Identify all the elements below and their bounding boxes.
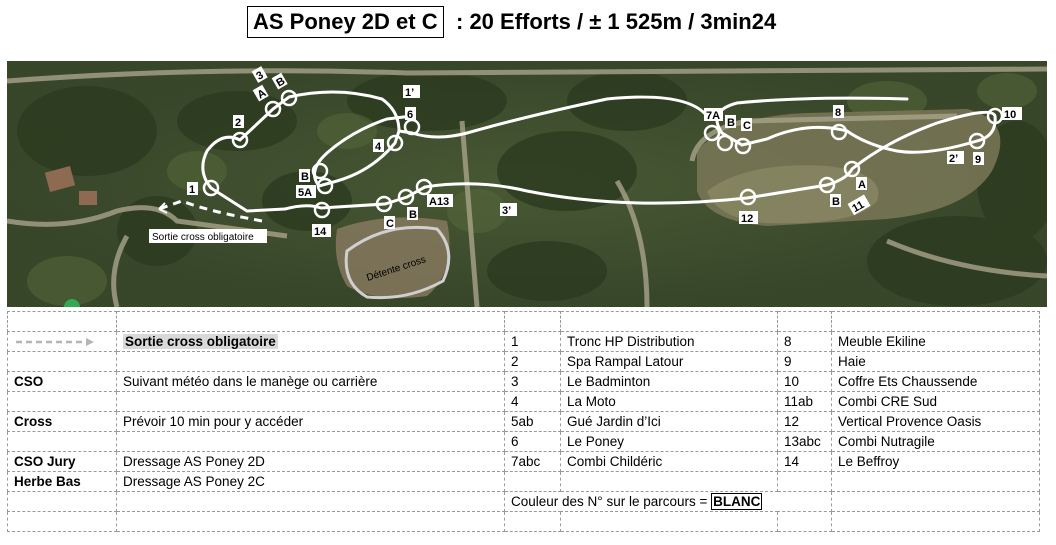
course-details: : 20 Efforts / ± 1 525m / 3min24: [456, 9, 777, 34]
legend-row: [8, 472, 1040, 492]
svg-text:14: 14: [314, 226, 327, 238]
venue-key: Cross: [8, 412, 117, 432]
obstacle-name: La Moto: [561, 392, 778, 412]
exit-arrow-icon: [8, 332, 117, 352]
label-13c: [384, 216, 395, 230]
obstacle-name: Combi Childéric: [561, 452, 778, 472]
svg-text:3’: 3’: [502, 205, 512, 217]
obstacle-name: Haie: [832, 352, 1040, 372]
obstacle-name: Meuble Ekiline: [832, 332, 1040, 352]
svg-text:1: 1: [189, 184, 196, 196]
obstacle-name: Vertical Provence Oasis: [832, 412, 1040, 432]
venue-key: Herbe Bas: [8, 472, 117, 492]
title-row: [0, 6, 1056, 42]
obstacle-name: Combi CRE Sud: [832, 392, 1040, 412]
svg-text:A: A: [858, 179, 866, 191]
svg-text:A: A: [255, 87, 269, 102]
svg-text:6: 6: [407, 109, 414, 121]
label-10: [1002, 107, 1022, 121]
svg-text:5A: 5A: [298, 187, 313, 199]
label-11b: [830, 194, 841, 208]
svg-text:8: 8: [835, 107, 842, 119]
legend-row-color: [8, 492, 1040, 512]
label-9: [973, 152, 984, 166]
label-7b: [725, 115, 736, 129]
label-5a: [296, 185, 316, 199]
label-2: [233, 115, 244, 129]
legend-row: [8, 392, 1040, 412]
venue-key: CSO: [8, 372, 117, 392]
exit-legend-label: Sortie cross obligatoire: [125, 334, 276, 349]
legend-row: [8, 412, 1040, 432]
obstacle-number: 13abc: [778, 432, 832, 452]
obstacle-name: Spa Rampal Latour: [561, 352, 778, 372]
obstacle-name: Combi Nutragile: [832, 432, 1040, 452]
label-8: [833, 105, 844, 119]
svg-text:2: 2: [235, 117, 242, 129]
obstacle-number: 11ab: [778, 392, 832, 412]
svg-text:1’: 1’: [405, 87, 415, 99]
venue-key: CSO Jury: [8, 452, 117, 472]
svg-text:11: 11: [850, 198, 867, 216]
label-5b: [299, 169, 310, 183]
legend-row-exit: [8, 332, 1040, 352]
svg-text:B: B: [301, 171, 309, 183]
label-7a: [704, 108, 723, 122]
svg-text:B: B: [832, 196, 840, 208]
svg-text:C: C: [743, 120, 751, 132]
label-7c: [741, 118, 752, 132]
legend-row: [8, 452, 1040, 472]
obstacle-name: Le Badminton: [561, 372, 778, 392]
exit-label: Sortie cross obligatoire: [152, 232, 254, 243]
svg-text:B: B: [409, 209, 417, 221]
legend-row-spacer: [8, 312, 1040, 332]
obstacle-name: Tronc HP Distribution: [561, 332, 778, 352]
course-map: [7, 61, 1047, 307]
obstacle-name: Coffre Ets Chaussende: [832, 372, 1040, 392]
obstacle-number: 7abc: [505, 452, 561, 472]
legend-row-spacer: [8, 512, 1040, 532]
venue-value: Dressage AS Poney 2D: [117, 452, 505, 472]
label-12: [739, 211, 758, 225]
label-14: [312, 224, 331, 238]
svg-text:3: 3: [254, 69, 266, 83]
label-4: [373, 139, 384, 153]
venue-value: Suivant météo dans le manège ou carrière: [117, 372, 505, 392]
legend-row: [8, 372, 1040, 392]
venue-value: Dressage AS Poney 2C: [117, 472, 505, 492]
obstacle-number: 12: [778, 412, 832, 432]
label-3p: [500, 203, 517, 217]
venue-value: Prévoir 10 min pour y accéder: [117, 412, 505, 432]
label-2p: [947, 151, 964, 165]
svg-text:C: C: [386, 218, 394, 230]
obstacle-number: 9: [778, 352, 832, 372]
obstacle-name: Le Beffroy: [832, 452, 1040, 472]
obstacle-number: 5ab: [505, 412, 561, 432]
color-value: BLANC: [713, 494, 761, 509]
warmup-label: Détente cross: [365, 254, 428, 284]
legend-table: [7, 311, 1040, 532]
obstacle-number: 10: [778, 372, 832, 392]
svg-text:A13: A13: [429, 196, 450, 208]
legend-row: [8, 352, 1040, 372]
obstacle-name: Le Poney: [561, 432, 778, 452]
course-map-svg: [7, 61, 1047, 307]
obstacle-number: 3: [505, 372, 561, 392]
svg-text:9: 9: [975, 154, 982, 166]
color-note-cell: [505, 492, 832, 512]
svg-text:2’: 2’: [949, 153, 959, 165]
svg-text:10: 10: [1004, 109, 1017, 121]
label-11a: [856, 177, 867, 191]
svg-text:7A: 7A: [706, 110, 721, 122]
svg-text:B: B: [727, 117, 735, 129]
svg-text:4: 4: [375, 141, 382, 153]
label-1p: [403, 85, 420, 99]
label-1: [187, 182, 198, 196]
label-6: [405, 107, 416, 121]
svg-text:12: 12: [741, 213, 754, 225]
label-13a: [427, 194, 453, 208]
obstacle-number: 14: [778, 452, 832, 472]
label-13b: [407, 207, 418, 221]
course-title: AS Poney 2D et C: [247, 6, 444, 38]
legend-row: [8, 432, 1040, 452]
obstacle-number: 8: [778, 332, 832, 352]
svg-text:B: B: [274, 75, 288, 90]
obstacle-number: 6: [505, 432, 561, 452]
obstacle-number: 2: [505, 352, 561, 372]
obstacle-number: 4: [505, 392, 561, 412]
color-note: Couleur des N° sur le parcours =: [511, 494, 712, 509]
obstacle-name: Gué Jardin d’Ici: [561, 412, 778, 432]
obstacle-number: 1: [505, 332, 561, 352]
